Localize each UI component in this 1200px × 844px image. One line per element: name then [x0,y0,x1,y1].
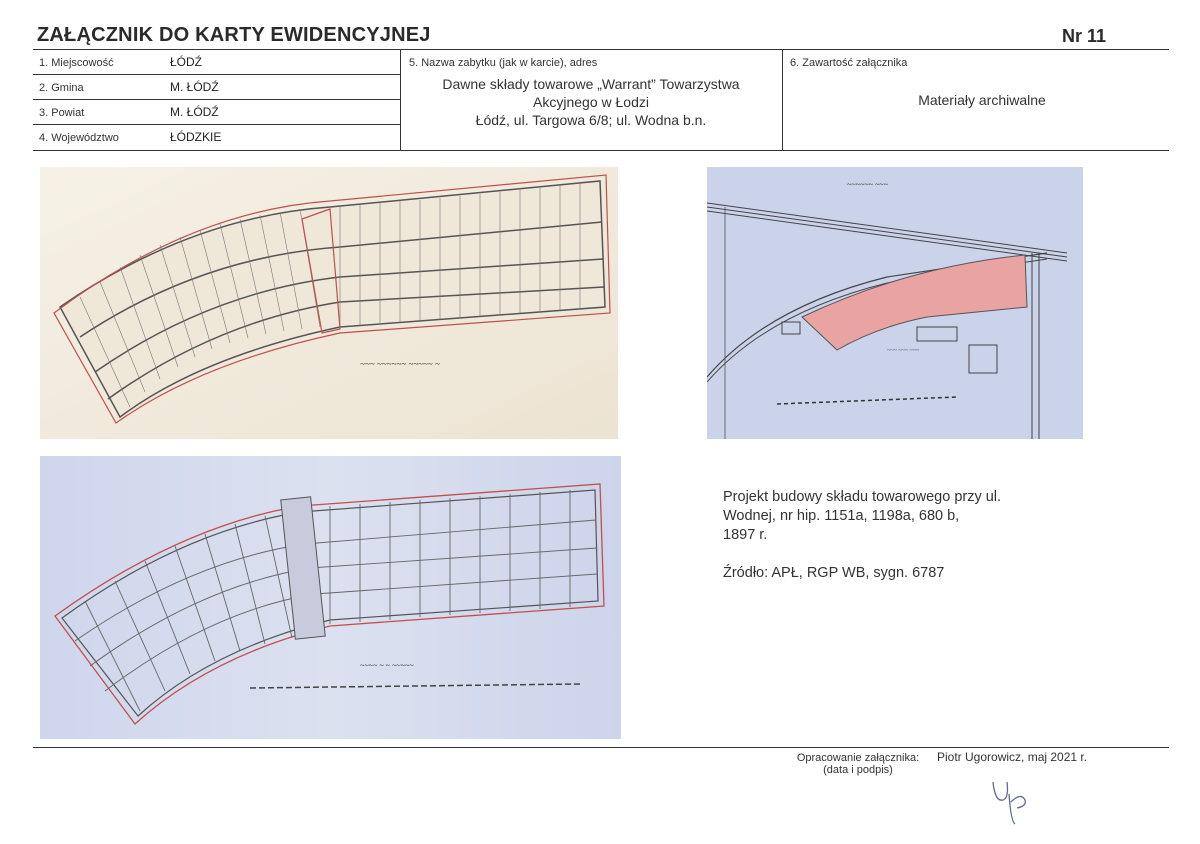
field-label-powiat: 3. Powiat [39,107,85,119]
monument-label: 5. Nazwa zabytku (jak w karcie), adres [409,57,598,69]
archival-plan-roof [40,167,618,439]
svg-text:~~~ ~~~~~~ ~~~~~ ~: ~~~ ~~~~~~ ~~~~~ ~ [360,359,440,369]
source-citation: Źródło: APŁ, RGP WB, sygn. 6787 [723,565,945,581]
monument-name-line2: Akcyjnego w Łodzi [533,94,649,110]
svg-text:~~~~ ~ ~ ~~~~~: ~~~~ ~ ~ ~~~~~ [360,661,414,670]
monument-name-line1: Dawne składy towarowe „Warrant” Towarzystwa [442,76,740,92]
signature [985,772,1045,827]
footer-label [778,752,938,776]
archival-site-plan [707,167,1083,439]
archival-plan-floor [40,456,621,739]
field-label-miejscowosc: 1. Miejscowość [39,57,114,69]
description-line1: Projekt budowy składu towarowego przy ul. [723,489,1002,505]
footer-author: Piotr Ugorowicz, maj 2021 r. [937,750,1088,764]
signature-mark [985,772,1045,827]
roof-plan-drawing [40,167,618,439]
site-plan-drawing [707,167,1083,439]
field-value-wojewodztwo: ŁÓDZKIE [170,130,222,144]
table-top-border [33,49,1169,50]
floor-plan-drawing [40,456,621,739]
field-value-gmina: M. ŁÓDŹ [170,80,219,94]
monument-address: Łódź, ul. Targowa 6/8; ul. Wodna b.n. [475,112,707,128]
row-divider [33,74,400,75]
field-label-wojewodztwo: 4. Województwo [39,132,119,144]
attachment-number: Nr 11 [1062,26,1107,46]
contents-value: Materiały archiwalne [918,92,1046,108]
table-bottom-border [33,150,1169,151]
description-line2: Wodnej, nr hip. 1151a, 1198a, 680 b, [723,508,960,524]
field-label-gmina: 2. Gmina [39,82,84,94]
field-value-miejscowosc: ŁÓDŹ [170,55,203,69]
footer-label-line2: (data i podpis) [823,764,893,776]
footer-label-line1: Opracowanie załącznika: [796,752,920,764]
contents-label: 6. Zawartość załącznika [790,57,908,69]
description-line3: 1897 r. [723,527,768,543]
row-divider [33,124,400,125]
document-title: ZAŁĄCZNIK DO KARTY EWIDENCYJNEJ [37,24,431,46]
row-divider [33,99,400,100]
plan-description [723,488,1001,545]
svg-text:~~~ ~~~ ~~~: ~~~ ~~~ ~~~ [887,348,920,354]
svg-text:~~~~~~ ~~~: ~~~~~~ ~~~ [847,180,888,189]
field-value-powiat: M. ŁÓDŹ [170,105,219,119]
footer-rule [33,747,1169,748]
